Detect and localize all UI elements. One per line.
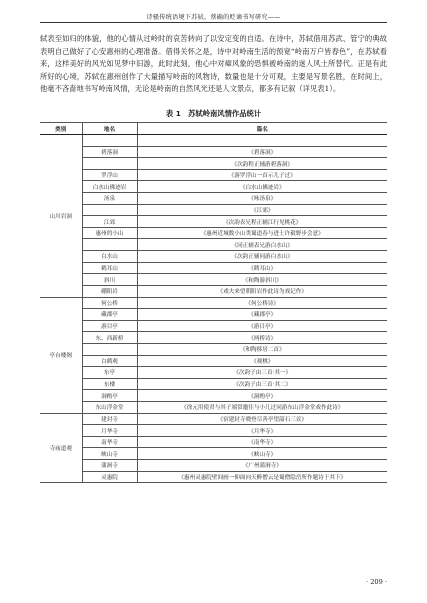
title-cell: 《次韵子由三首·其二》 (137, 378, 387, 390)
table-row (40, 181, 387, 193)
title-cell: 《次韵子由三首·其一》 (137, 367, 387, 379)
category-cell: 寺庙道观 (40, 413, 82, 483)
title-cell (137, 135, 387, 147)
title-cell: 《广州蒲涧寺》 (137, 460, 387, 472)
place-cell: 惠州的小山 (82, 227, 137, 239)
table-row (40, 332, 387, 344)
place-cell: 硼阳岩 (82, 285, 137, 297)
title-cell: 《惠州近城数小山类蜀道春与进士许毅野步会意》 (137, 227, 387, 239)
title-cell: 《游目亭》 (137, 320, 387, 332)
table-row (40, 448, 387, 460)
place-cell: 汤泉 (82, 193, 137, 205)
title-cell: 《和陶游斜川》 (137, 274, 387, 286)
table-row (40, 297, 387, 309)
place-cell: 鹤耳山 (82, 262, 137, 274)
place-cell: 东楼 (82, 378, 137, 390)
title-cell: 《峡山寺》 (137, 448, 387, 460)
title-cell: 《南华寺》 (137, 436, 387, 448)
title-cell: 《何公桥诗》 (137, 297, 387, 309)
title-cell: 《碧落洞》 (137, 146, 387, 158)
place-cell (82, 343, 137, 355)
place-cell: 斜川 (82, 274, 137, 286)
title-cell: 《月华寺》 (137, 425, 387, 437)
table-row (40, 193, 387, 205)
place-cell: 峡山寺 (82, 448, 137, 460)
table-row (40, 251, 387, 263)
title-cell: 《同正辅表兄游白水山》 (137, 239, 387, 251)
title-cell: 《鹤耳山》 (137, 262, 387, 274)
title-cell: 《次韵表兄程正辅江行见桃花》 (137, 216, 387, 228)
category-cell: 亭台楼阁 (40, 297, 82, 413)
place-cell: 罗浮山 (82, 169, 137, 181)
table-row (40, 285, 387, 297)
place-cell: 东山浮金堂 (82, 402, 137, 414)
title-cell: 《咏汤泉》 (137, 193, 387, 205)
header-rule (40, 22, 387, 23)
table-caption: 表 1 苏轼岭南风情作品统计 (165, 109, 262, 118)
header-place: 地名 (82, 123, 137, 135)
table-row (40, 471, 387, 483)
table-row (40, 390, 387, 402)
place-cell: 碧落洞 (82, 146, 137, 158)
place-cell: 建封寺 (82, 413, 137, 425)
table-row (40, 425, 387, 437)
table-row (40, 343, 387, 355)
table-row (40, 367, 387, 379)
table-row (40, 355, 387, 367)
title-cell: 《惠州灵惠院壁间画一仰面向天醉僧云是蜀僧隐峦所作题诗于其下》 (137, 471, 387, 483)
table-row (40, 309, 387, 321)
body-paragraph: 轼表至如归的体貌，他的心情从过岭时的哀苦转向了以安定变的自适。在诗中，苏轼借用苏武、管宁的典故表明自己做好了心安惠州的心理准备。借得关怀之是，诗中对岭南生活的预宽“岭南万户皆春色”，在苏轼看来，这样美好的风光如见梦中旧游，此时此刻，他心中对瘴风象的恐惧被岭南的迷人风土所替代。正是有此所好的心境，苏轼在惠州创作了大量描写岭南的风物诗，数量也是十分可观，主要是写景名胜，在时间上，他毫不吝啬地书写岭南风情，无论是岭南的自然风光还是人文景点，都多有记叙（详见表1）。 (40, 34, 387, 94)
title-cell: 《洞酌亭》 (137, 390, 387, 402)
table-row (40, 239, 387, 251)
place-cell (82, 204, 137, 216)
place-cell: 白水山 (82, 251, 137, 263)
table-row (40, 135, 387, 147)
table-row (40, 227, 387, 239)
table-row (40, 158, 387, 170)
place-cell: 南华寺 (82, 436, 137, 448)
table-row (40, 320, 387, 332)
place-cell: 月华寺 (82, 425, 137, 437)
place-cell: 白水山佛迹岩 (82, 181, 137, 193)
title-cell: 《次韵程正辅游碧落洞》 (137, 158, 387, 170)
table-row (40, 436, 387, 448)
place-cell: 游目亭 (82, 320, 137, 332)
running-header: 诗骚传统语境下苏轼、蔡确的贬谪书写研究—— (146, 14, 281, 21)
table-header-row (40, 123, 387, 135)
place-cell: 东亭 (82, 367, 137, 379)
place-cell (82, 135, 137, 147)
table-row (40, 274, 387, 286)
table-row (40, 262, 387, 274)
table-row (40, 460, 387, 472)
table-row (40, 216, 387, 228)
table-row (40, 413, 387, 425)
place-cell: 江郊 (82, 216, 137, 228)
category-cell: 山川岩洞 (40, 135, 82, 298)
title-cell: 《两桥诗》 (137, 332, 387, 344)
place-cell: 灵惠院 (82, 471, 137, 483)
title-cell: 《江郊》 (137, 204, 387, 216)
header-category: 类别 (40, 123, 82, 135)
table-row (40, 402, 387, 414)
body-text (40, 33, 387, 96)
table-row (40, 169, 387, 181)
place-cell (82, 239, 137, 251)
poems-table (40, 122, 387, 483)
title-cell: 《徐元用使君与其子端常邀往与小儿过同游东山浮金堂戏作此诗》 (137, 402, 387, 414)
table-row (40, 378, 387, 390)
place-cell: 洞酌亭 (82, 390, 137, 402)
place-cell: 东、西新桥 (82, 332, 137, 344)
place-cell: 白鹤观 (82, 355, 137, 367)
header-title: 篇名 (137, 123, 387, 135)
place-cell (82, 158, 137, 170)
place-cell: 何公桥 (82, 297, 137, 309)
title-cell: 《藏郡亭》 (137, 309, 387, 321)
place-cell: 藏郡亭 (82, 309, 137, 321)
title-cell: 《戏夫来望朝阳岩作此诗为戏记作》 (137, 285, 387, 297)
title-cell: 《游罗浮山一首示儿子过》 (137, 169, 387, 181)
title-cell: 《白水山佛迹岩》 (137, 181, 387, 193)
table-row (40, 204, 387, 216)
title-cell: 《观棋》 (137, 355, 387, 367)
place-cell: 蒲涧寺 (82, 460, 137, 472)
table-row (40, 146, 387, 158)
title-cell: 《次韵正辅同游白水山》 (137, 251, 387, 263)
title-cell: 《和陶移居二首》 (137, 343, 387, 355)
title-cell: 《宿建封寺晓登尽善亭望韶石三首》 (137, 413, 387, 425)
page-number: · 209 · (366, 578, 387, 586)
